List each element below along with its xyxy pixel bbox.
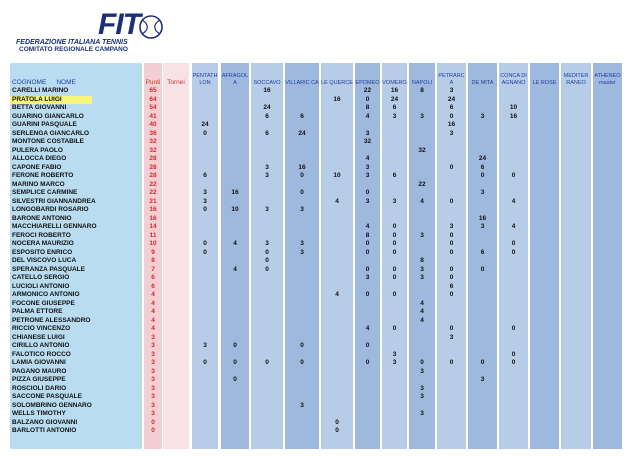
player-name: MARINO MARCO xyxy=(12,180,65,188)
table-row xyxy=(10,317,622,326)
table-row xyxy=(10,419,622,428)
tournament-score: 16 xyxy=(509,112,518,120)
tournament-score: 3 xyxy=(300,240,304,247)
player-points: 54 xyxy=(149,104,157,111)
table-row xyxy=(10,96,622,105)
player-name: LONGOBARDI ROSARIO xyxy=(12,206,89,213)
table-row xyxy=(10,300,622,309)
table-row xyxy=(10,138,622,147)
tournament-score: 0 xyxy=(203,359,207,366)
tournament-score: 3 xyxy=(265,172,269,179)
player-points: 4 xyxy=(151,316,155,324)
table-row xyxy=(10,334,622,343)
tournament-score: 0 xyxy=(449,325,454,332)
tournament-header-petrarca: PETRARC A xyxy=(438,73,465,86)
table-row xyxy=(10,410,622,419)
player-points: 3 xyxy=(151,359,155,366)
tournament-score: 3 xyxy=(392,112,397,120)
player-name: PIZZA GIUSEPPE xyxy=(12,376,66,383)
tournament-score: 3 xyxy=(420,274,424,281)
tournament-score: 3 xyxy=(449,223,454,230)
player-name: ALLOCCA DIEGO xyxy=(12,155,67,162)
table-row xyxy=(10,283,622,292)
tournament-score: 4 xyxy=(420,197,424,205)
tournament-score: 0 xyxy=(480,172,485,179)
tournament-score: 0 xyxy=(365,291,370,298)
tournament-score: 3 xyxy=(480,189,485,196)
tournament-score: 24 xyxy=(263,104,271,111)
table-row xyxy=(10,249,622,258)
player-points: 4 xyxy=(151,325,155,332)
tournament-score: 6 xyxy=(392,172,397,179)
tournament-score: 0 xyxy=(511,325,516,332)
tournament-score: 0 xyxy=(392,291,397,298)
table-row xyxy=(10,427,622,436)
tournament-score: 0 xyxy=(335,427,339,434)
tournament-header-atheneo: ATHENEO master xyxy=(594,73,621,86)
tournament-score: 0 xyxy=(449,291,454,298)
tournament-score: 0 xyxy=(449,359,454,366)
player-points: 65 xyxy=(149,87,157,94)
tournament-score: 3 xyxy=(203,342,207,349)
tournament-score: 3 xyxy=(420,367,424,375)
tournament-score: 24 xyxy=(390,95,399,103)
player-points: 7 xyxy=(151,265,155,273)
tournament-score: 4 xyxy=(233,265,237,273)
player-name: MONTONE COSTABILE xyxy=(12,138,84,145)
tournament-score: 16 xyxy=(231,189,239,196)
table-row xyxy=(10,130,622,139)
player-points: 3 xyxy=(151,410,155,417)
table-row xyxy=(10,104,622,113)
tournament-header-mediterraneo: MEDITER RANEO xyxy=(563,73,589,86)
player-points: 16 xyxy=(149,214,157,222)
tournament-score: 4 xyxy=(365,155,370,162)
tournament-score: 8 xyxy=(420,257,424,264)
cognome-header: COGNOME xyxy=(12,78,47,86)
tournament-score: 3 xyxy=(203,189,207,196)
tournament-score: 6 xyxy=(480,163,485,171)
tournament-score: 0 xyxy=(392,223,397,230)
tournament-score: 3 xyxy=(392,359,397,366)
tournament-score: 0 xyxy=(365,248,370,256)
player-name: CARELLI MARINO xyxy=(12,87,69,94)
player-name: ESPOSITO ENRICO xyxy=(12,248,73,256)
tournament-score: 6 xyxy=(203,172,207,179)
player-name: PETRONE ALESSANDRO xyxy=(12,316,91,324)
player-points: 4 xyxy=(151,308,155,315)
table-row xyxy=(10,164,622,173)
tournament-header-querce: LE QUERCE xyxy=(321,79,353,86)
tournament-score: 3 xyxy=(449,333,454,341)
table-row xyxy=(10,385,622,394)
player-name: FALOTICO ROCCO xyxy=(12,350,71,358)
player-name: SOLOMBRINO GENNARO xyxy=(12,401,92,409)
player-name: LAMIA GIOVANNI xyxy=(12,359,66,366)
fit-logo-text: FIT xyxy=(98,8,140,41)
tournament-score: 3 xyxy=(480,112,485,120)
player-name: PAGANO MAURO xyxy=(12,367,67,375)
tournament-score: 3 xyxy=(480,376,485,383)
tournament-score: 3 xyxy=(365,163,370,171)
tournament-score: 3 xyxy=(420,384,424,392)
player-points: 28 xyxy=(149,155,157,162)
tournament-score: 0 xyxy=(365,95,370,103)
player-name: FERONE ROBERTO xyxy=(12,172,74,179)
tennis-ball-icon xyxy=(138,14,164,40)
tournament-score: 0 xyxy=(392,240,397,247)
tournament-score: 3 xyxy=(300,248,304,256)
tournament-score: 6 xyxy=(449,282,454,290)
table-row xyxy=(10,402,622,411)
tournament-header-napoli: NAPOLI xyxy=(411,79,433,86)
tournament-score: 4 xyxy=(335,197,339,205)
player-name: GUARINO GIANCARLO xyxy=(12,112,84,120)
player-name: NOCERA MAURIZIO xyxy=(12,240,74,247)
tournament-score: 0 xyxy=(365,359,370,366)
tournament-score: 4 xyxy=(365,325,370,332)
player-points: 3 xyxy=(151,376,155,383)
player-name: FOCONE GIUSEPPE xyxy=(12,299,75,307)
tournament-header-villaricca: VILLARIC CA xyxy=(285,79,319,86)
tournament-score: 32 xyxy=(363,138,372,145)
tournament-score: 0 xyxy=(392,265,397,273)
tournament-score: 3 xyxy=(265,240,269,247)
player-name: FEROCI ROBERTO xyxy=(12,231,71,239)
tournament-score: 4 xyxy=(365,223,370,230)
table-row xyxy=(10,351,622,360)
tournament-score: 3 xyxy=(365,172,370,179)
tournament-score: 0 xyxy=(365,265,370,273)
player-points: 40 xyxy=(149,121,157,128)
table-row xyxy=(10,257,622,266)
tournament-score: 6 xyxy=(265,129,269,137)
tournament-header-rose: LE ROSE xyxy=(532,79,557,86)
tournament-score: 3 xyxy=(449,129,454,137)
tournament-score: 16 xyxy=(298,163,306,171)
tournament-score: 0 xyxy=(449,197,454,205)
tournament-header-vomero: VOMERO xyxy=(382,79,407,86)
name-header xyxy=(10,63,142,87)
table-row xyxy=(10,342,622,351)
table-row xyxy=(10,223,622,232)
tournament-score: 22 xyxy=(418,180,426,188)
tournament-score: 0 xyxy=(265,265,269,273)
player-name: CHIANESE LUIGI xyxy=(12,333,65,341)
player-name: BARONE ANTONIO xyxy=(12,214,72,222)
player-points: 6 xyxy=(151,282,155,290)
tournament-score: 0 xyxy=(365,342,370,349)
player-name: SILVESTRI GIANNANDREA xyxy=(12,197,96,205)
player-name: CIRILLO ANTONIO xyxy=(12,342,70,349)
tournament-score: 24 xyxy=(478,155,487,162)
tournament-score: 0 xyxy=(511,172,516,179)
tournament-score: 0 xyxy=(300,342,304,349)
tournament-score: 3 xyxy=(420,231,424,239)
player-name: RICCIO VINCENZO xyxy=(12,325,71,332)
player-name: BETTA GIOVANNI xyxy=(12,104,67,111)
tournament-score: 0 xyxy=(203,129,207,137)
tournament-score: 22 xyxy=(363,87,372,94)
tournament-score: 0 xyxy=(265,359,269,366)
tournament-score: 3 xyxy=(365,197,370,205)
tournament-score: 0 xyxy=(449,265,454,273)
tournament-score: 3 xyxy=(420,112,424,120)
tournament-score: 3 xyxy=(265,206,269,213)
tournament-score: 3 xyxy=(365,129,370,137)
table-row xyxy=(10,198,622,207)
table-row xyxy=(10,206,622,215)
player-points: 3 xyxy=(151,401,155,409)
tournament-header-epomeo: EPOMEO xyxy=(355,79,380,86)
player-points: 28 xyxy=(149,172,157,179)
tournament-score: 3 xyxy=(300,401,304,409)
tournament-score: 0 xyxy=(449,231,454,239)
tournament-score: 10 xyxy=(333,172,341,179)
player-points: 11 xyxy=(149,231,157,239)
tournament-score: 0 xyxy=(392,325,397,332)
tournament-score: 16 xyxy=(263,87,271,94)
player-points: 0 xyxy=(151,418,155,426)
table-row xyxy=(10,376,622,385)
player-name: ROSCIOLI DARIO xyxy=(12,384,67,392)
player-name: PRATOLA LUIGI xyxy=(10,96,92,105)
tournament-score: 4 xyxy=(511,197,516,205)
tournament-score: 0 xyxy=(233,376,237,383)
table-row xyxy=(10,266,622,275)
tournament-score: 16 xyxy=(478,214,487,222)
table-row xyxy=(10,308,622,317)
player-name: GUARINI PASQUALE xyxy=(12,121,77,128)
tournament-score: 0 xyxy=(203,206,207,213)
tournament-score: 0 xyxy=(480,265,485,273)
tournament-score: 6 xyxy=(265,112,269,120)
tournament-score: 3 xyxy=(420,265,424,273)
player-points: 41 xyxy=(149,112,157,120)
player-points: 3 xyxy=(151,367,155,375)
tournament-score: 16 xyxy=(333,95,341,103)
player-points: 6 xyxy=(151,274,155,281)
player-name: WELLS TIMOTHY xyxy=(12,410,66,417)
tournament-score: 0 xyxy=(449,163,454,171)
tournament-header-soccavo: SOCCAVO xyxy=(253,79,281,86)
tournament-score: 0 xyxy=(233,359,237,366)
tournament-score: 4 xyxy=(420,316,424,324)
player-points: 32 xyxy=(149,138,157,145)
tournament-score: 0 xyxy=(300,359,304,366)
tournament-score: 3 xyxy=(203,197,207,205)
table-row xyxy=(10,368,622,377)
player-points: 3 xyxy=(151,333,155,341)
player-points: 0 xyxy=(151,427,155,434)
player-points: 3 xyxy=(151,384,155,392)
tournament-score: 4 xyxy=(420,308,424,315)
player-points: 22 xyxy=(149,189,157,196)
player-name: BALZANO GIOVANNI xyxy=(12,418,78,426)
tournament-score: 24 xyxy=(447,95,456,103)
tournament-header-afragola: AFRAGOL A xyxy=(221,73,249,86)
tournament-score: 8 xyxy=(365,231,370,239)
player-name: SACCONE PASQUALE xyxy=(12,393,82,400)
player-name: MACCHIARELLI GENNARO xyxy=(12,223,97,230)
punti-header: Punti xyxy=(145,78,161,86)
table-row xyxy=(10,232,622,241)
tournament-score: 0 xyxy=(392,231,397,239)
player-name: ARMONICO ANTONIO xyxy=(12,291,80,298)
table-row xyxy=(10,87,622,96)
table-row xyxy=(10,147,622,156)
tournament-score: 3 xyxy=(420,393,424,400)
table-row xyxy=(10,359,622,368)
tournament-score: 0 xyxy=(449,112,454,120)
player-name: SERLENGA GIANCARLO xyxy=(12,129,90,137)
tournament-score: 6 xyxy=(392,104,397,111)
tournament-score: 4 xyxy=(511,223,516,230)
table-row xyxy=(10,274,622,283)
tournament-score: 0 xyxy=(420,359,424,366)
tournament-score: 24 xyxy=(298,129,306,137)
table-row xyxy=(10,240,622,249)
tournament-score: 6 xyxy=(300,112,304,120)
table-row xyxy=(10,121,622,130)
player-points: 64 xyxy=(149,95,157,103)
player-points: 4 xyxy=(151,291,155,298)
tournament-score: 6 xyxy=(480,248,485,256)
tournament-score: 3 xyxy=(300,206,304,213)
tournament-header-pentath: PENTATH LON xyxy=(192,73,218,86)
tournament-score: 3 xyxy=(420,410,424,417)
tournament-score: 0 xyxy=(265,257,269,264)
tournament-score: 4 xyxy=(420,299,424,307)
tournament-score: 0 xyxy=(300,172,304,179)
player-name: SEMPLICE CARMINE xyxy=(12,189,78,196)
player-name: SPERANZA PASQUALE xyxy=(12,265,85,273)
tournament-score: 3 xyxy=(392,350,397,358)
tournament-score: 0 xyxy=(365,240,370,247)
tournament-score: 8 xyxy=(365,104,370,111)
tournament-score: 3 xyxy=(365,274,370,281)
tournament-score: 4 xyxy=(233,240,237,247)
tournament-score: 3 xyxy=(480,223,485,230)
player-points: 32 xyxy=(149,146,157,154)
federation-name: FEDERAZIONE ITALIANA TENNIS xyxy=(16,39,128,46)
table-row xyxy=(10,325,622,334)
tournament-score: 0 xyxy=(511,359,516,366)
tournament-score: 0 xyxy=(511,248,516,256)
player-points: 4 xyxy=(151,299,155,307)
tournament-header-agnano: CONCA DI AGNANO xyxy=(500,73,527,86)
tournament-score: 16 xyxy=(390,87,399,94)
tournament-score: 0 xyxy=(392,274,397,281)
player-points: 9 xyxy=(151,248,155,256)
player-points: 8 xyxy=(151,257,155,264)
player-points: 16 xyxy=(149,206,157,213)
tournament-score: 10 xyxy=(509,104,518,111)
tournament-score: 0 xyxy=(449,274,454,281)
tournament-score: 6 xyxy=(449,104,454,111)
table-row xyxy=(10,172,622,181)
tournament-score: 0 xyxy=(449,248,454,256)
tournament-score: 24 xyxy=(201,121,209,128)
player-name: PALMA ETTORE xyxy=(12,308,63,315)
table-row xyxy=(10,181,622,190)
tournament-score: 32 xyxy=(418,146,426,154)
tournament-score: 8 xyxy=(420,87,424,94)
player-name: PULERA PAOLO xyxy=(12,146,63,154)
tournament-score: 0 xyxy=(480,359,485,366)
comitato-title: COMITATO REGIONALE CAMPANO xyxy=(19,46,128,53)
table-row xyxy=(10,189,622,198)
table-row xyxy=(10,155,622,164)
tournament-score: 0 xyxy=(203,240,207,247)
tournament-score: 3 xyxy=(449,87,454,94)
player-name: CATELLO SERGIO xyxy=(12,274,70,281)
tournament-score: 4 xyxy=(335,291,339,298)
player-name: DEL VISCOVO LUCA xyxy=(12,257,77,264)
tournament-score: 10 xyxy=(231,206,239,213)
player-points: 3 xyxy=(151,342,155,349)
tornei-header: Tornei xyxy=(167,78,185,86)
player-name: BARLOTTI ANTONIO xyxy=(12,427,77,434)
table-row xyxy=(10,113,622,122)
tournament-score: 16 xyxy=(447,121,456,128)
tournament-score: 0 xyxy=(203,248,207,256)
player-name: LUCIOLI ANTONIO xyxy=(12,282,70,290)
ranking-table xyxy=(10,63,622,449)
tournament-score: 3 xyxy=(392,197,397,205)
tournament-score: 0 xyxy=(365,189,370,196)
nome-header: NOME xyxy=(56,78,76,86)
table-row xyxy=(10,393,622,402)
tournament-score: 0 xyxy=(300,189,304,196)
tournament-score: 0 xyxy=(335,418,339,426)
player-points: 10 xyxy=(149,240,157,247)
tournament-score: 0 xyxy=(233,342,237,349)
table-row xyxy=(10,215,622,224)
player-points: 14 xyxy=(149,223,157,230)
tournament-score: 4 xyxy=(365,112,370,120)
tournament-score: 0 xyxy=(392,248,397,256)
player-name: CAPONE FABIO xyxy=(12,163,62,171)
tournament-score: 0 xyxy=(511,240,516,247)
tournament-score: 0 xyxy=(265,248,269,256)
player-points: 21 xyxy=(149,197,157,205)
tournament-score: 0 xyxy=(449,240,454,247)
table-row xyxy=(10,291,622,300)
player-points: 3 xyxy=(151,350,155,358)
player-points: 28 xyxy=(149,163,157,171)
player-points: 22 xyxy=(149,180,157,188)
tournament-score: 0 xyxy=(511,350,516,358)
tournament-header-demita: DE MITA xyxy=(471,79,494,86)
tournament-score: 3 xyxy=(265,163,269,171)
player-points: 36 xyxy=(149,129,157,137)
player-points: 3 xyxy=(151,393,155,400)
